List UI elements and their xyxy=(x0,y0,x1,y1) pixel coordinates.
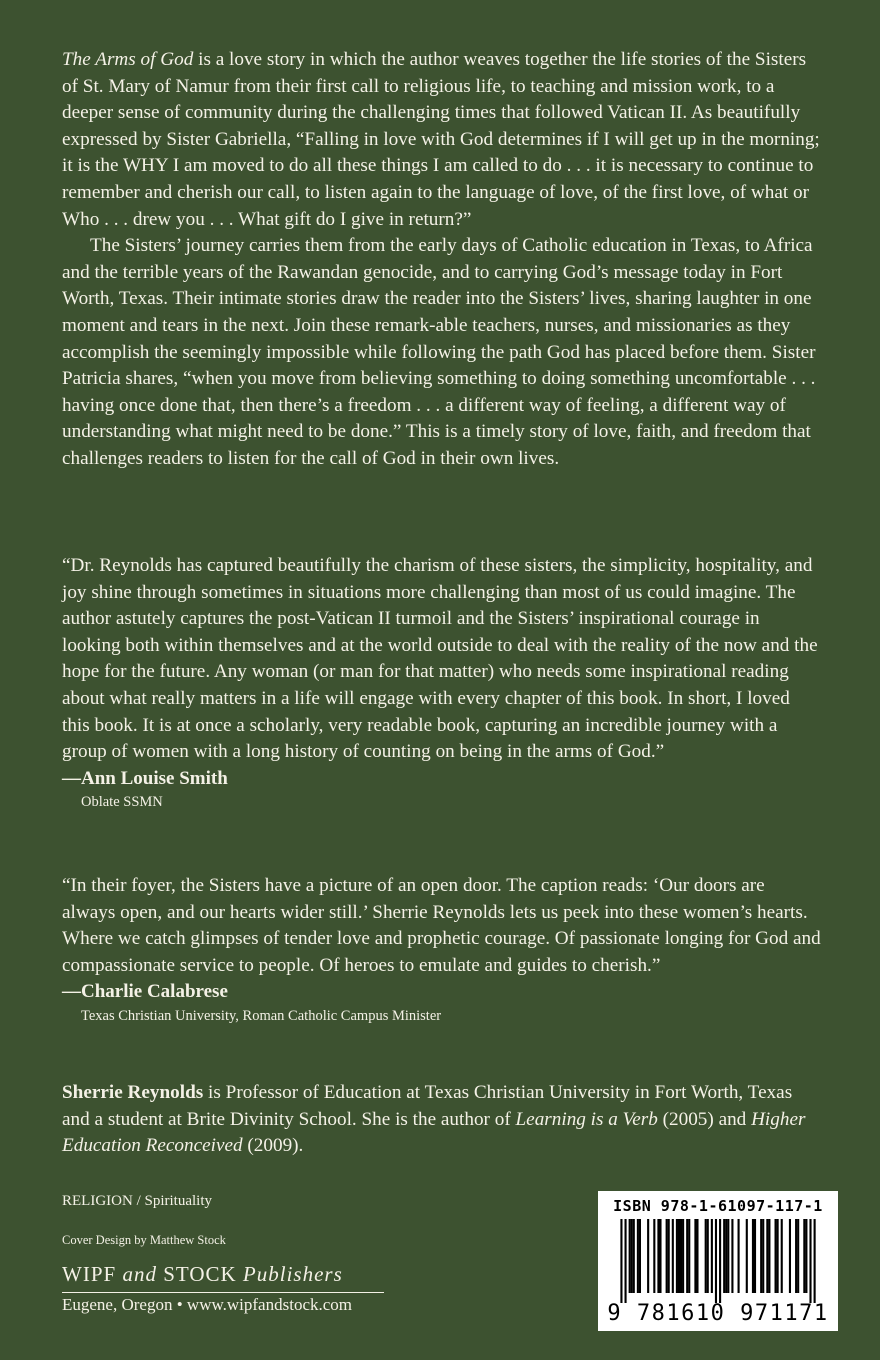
barcode-bar xyxy=(659,1219,661,1293)
barcode-bar xyxy=(639,1219,641,1293)
barcode-bar xyxy=(686,1219,688,1293)
barcode-bar xyxy=(809,1219,811,1303)
bullet-separator: • xyxy=(172,1295,187,1314)
barcode-bar xyxy=(715,1219,717,1303)
barcode-bar xyxy=(768,1219,770,1293)
barcode-bar xyxy=(678,1219,680,1293)
book-learning-is-a-verb: Learning is a Verb xyxy=(515,1108,658,1130)
barcode-bar xyxy=(762,1219,764,1293)
barcode-bar xyxy=(738,1219,740,1293)
barcode-bar xyxy=(731,1219,733,1293)
barcode-bar xyxy=(754,1219,756,1293)
barcode-bar xyxy=(688,1219,690,1293)
barcode-bar xyxy=(803,1219,805,1293)
endorser-affiliation: Oblate SSMN xyxy=(81,794,163,811)
cover-design-credit: Cover Design by Matthew Stock xyxy=(62,1233,226,1247)
barcode-bar xyxy=(725,1219,727,1293)
bio-text: is Professor of Education at Texas Christian University in Fort Worth, Texas and a student at Brite Divinity School. She is the author of xyxy=(62,1082,793,1130)
bio-text: (2009). xyxy=(242,1135,304,1157)
barcode-bar xyxy=(633,1219,635,1293)
ean-digits: 9 781610 971171 xyxy=(607,1301,829,1326)
barcode-bar xyxy=(653,1219,655,1293)
barcode-bar xyxy=(775,1219,777,1293)
barcode-bar xyxy=(666,1219,668,1293)
publisher-location xyxy=(62,1295,352,1315)
barcode-bar xyxy=(620,1219,622,1303)
publisher-name xyxy=(62,1262,343,1287)
endorser-name: —Charlie Calabrese xyxy=(62,981,228,1003)
author-name: Sherrie Reynolds xyxy=(62,1082,204,1103)
barcode-bar xyxy=(805,1219,807,1293)
isbn-barcode xyxy=(598,1191,838,1331)
category-label: RELIGION / Spirituality xyxy=(62,1193,212,1209)
endorsement-text: “Dr. Reynolds has captured beautifully the charism of these sisters, the simplicity, hospitality, and joy shine through sometimes in situations more challenging than most of us could imagine. The author astutely captures the post-Vatican II turmoil and the Sisters’ inspirational courage in looking both within themselves and at the world outside to deal with the reality of the now and the hope for the future. Any woman (or man for that matter) who needs some inspirational reading about what really matters in a life will engage with every chapter of this book. In short, I loved this book. It is at once a scholarly, very readable book, capturing an incredible journey with a group of women with a long history of counting on being in the arms of God.” xyxy=(62,555,818,763)
barcode-bar xyxy=(676,1219,678,1293)
barcode-bar xyxy=(625,1219,627,1303)
endorsement-2 xyxy=(62,873,822,1026)
isbn-label: ISBN 978-1-61097-117-1 xyxy=(613,1197,823,1215)
barcode-bar xyxy=(711,1219,713,1293)
barcode-bar xyxy=(668,1219,670,1293)
description-paragraph-1 xyxy=(62,47,822,233)
barcode-bar xyxy=(707,1219,709,1293)
barcode-bar xyxy=(797,1219,799,1293)
author-bio xyxy=(62,1080,822,1160)
book-title: The Arms of God xyxy=(62,49,194,70)
barcode-bar xyxy=(746,1219,748,1293)
publisher-word: and xyxy=(122,1262,157,1286)
publisher-divider xyxy=(62,1292,384,1293)
barcode-bar xyxy=(631,1219,633,1293)
barcode-bar xyxy=(629,1219,631,1293)
description-text-1: is a love story in which the author weaves together the life stories of the Sisters of St. Mary of Namur from their first call to religious life, to teaching and mission work, to a deeper sense of community during the challenging times that followed Vatican II. As beautifully expressed by Sister Gabriella, “Falling in love with God determines if I will get up in the morning; it is the WHY I am moved to do all these things I am called to do . . . it is necessary to continue to remember and cherish our call, to listen again to the language of love, of the first love, of what or Who . . . drew you . . . What gift do I give in return?” xyxy=(62,49,820,230)
barcode-bar xyxy=(752,1219,754,1293)
publisher-word: Publishers xyxy=(242,1262,343,1286)
barcode-bar xyxy=(766,1219,768,1293)
endorser-affiliation: Texas Christian University, Roman Catholic Campus Minister xyxy=(81,1007,442,1024)
endorsement-text: “In their foyer, the Sisters have a picture of an open door. The caption reads: ‘Our doors are always open, and our hearts wider still.’ Sherrie Reynolds lets us peek into these women’s hearts. Where we catch glimpses of tender love and prophetic courage. Of passionate longing for God and compassionate service to people. Of heroes to emulate and guides to cherish.” xyxy=(62,875,821,976)
barcode-bar xyxy=(719,1219,721,1303)
publisher-website: www.wipfandstock.com xyxy=(186,1295,353,1314)
barcode-bar xyxy=(814,1219,816,1303)
barcode-bar xyxy=(781,1219,783,1293)
barcode-bar xyxy=(727,1219,729,1293)
endorser-name: —Ann Louise Smith xyxy=(62,767,228,789)
barcode-bar xyxy=(657,1219,659,1293)
barcode-bar xyxy=(672,1219,674,1293)
publisher-city: Eugene, Oregon xyxy=(62,1295,173,1314)
barcode-bar xyxy=(680,1219,682,1293)
barcode-bar xyxy=(694,1219,696,1293)
barcode-bar xyxy=(795,1219,797,1293)
barcode-bar xyxy=(682,1219,684,1293)
description-paragraph-2: The Sisters’ journey carries them from the early days of Catholic education in Texas, to Africa and the terrible years of the Rawandan genocide, and to carrying God’s message today in Fort Worth, Texas. Their intimate stories draw the reader into the Sisters’ lives, sharing laughter in one moment and tears in the next. Join these remark-able teachers, nurses, and missionaries as they accomplish the seemingly impossible while following the path God has placed before them. Sister Patricia shares, “when you move from believing something to doing something uncomfortable . . . having once done that, then there’s a freedom . . . a different way of feeling, a different way of understanding what might need to be done.” This is a timely story of love, faith, and freedom that challenges readers to listen for the call of God in their own lives. xyxy=(62,235,816,469)
barcode-bar xyxy=(696,1219,698,1293)
book-higher-education-reconceived: Higher Education Reconceived xyxy=(62,1108,806,1157)
publisher-word: WIPF xyxy=(62,1262,123,1286)
endorsement-1 xyxy=(62,553,822,812)
barcode-bar xyxy=(705,1219,707,1293)
barcode-bar xyxy=(647,1219,649,1293)
publisher-word: STOCK xyxy=(156,1262,243,1286)
bio-text: (2005) and xyxy=(657,1108,752,1130)
barcode-bar xyxy=(723,1219,725,1293)
barcode-bar xyxy=(789,1219,791,1293)
barcode-bar xyxy=(777,1219,779,1293)
book-description xyxy=(62,47,822,473)
barcode-bar xyxy=(760,1219,762,1293)
barcode-bar xyxy=(637,1219,639,1293)
barcode-bars xyxy=(606,1219,830,1303)
